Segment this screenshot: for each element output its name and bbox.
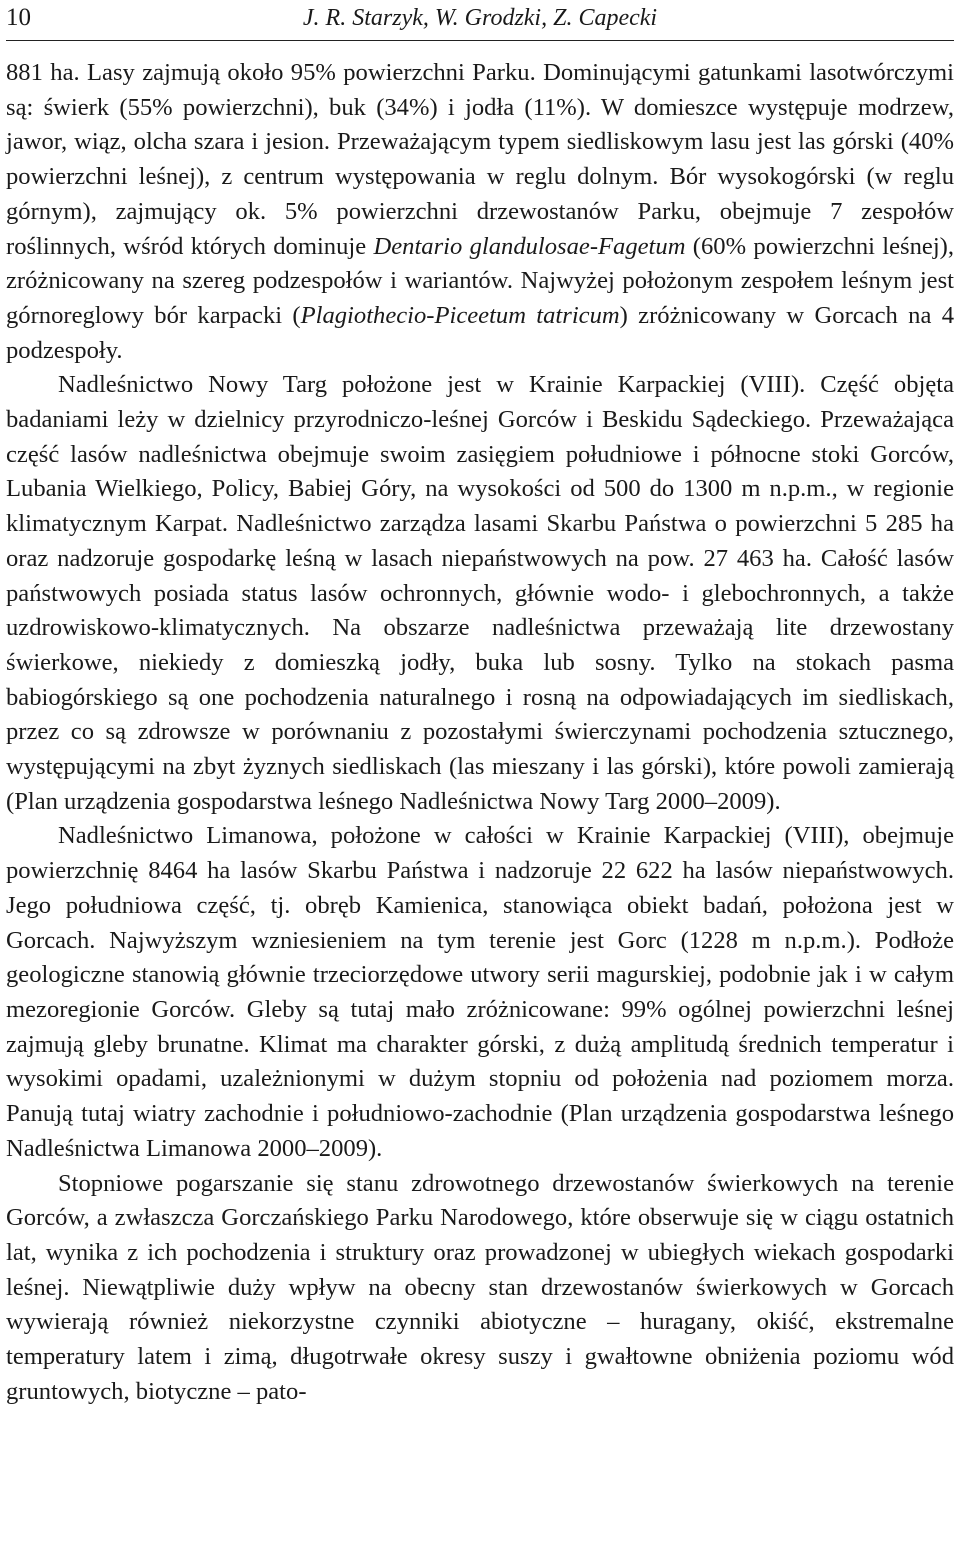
species-name-dentario: Dentario glandulosae-Fagetum	[373, 232, 686, 260]
body-text	[6, 56, 954, 1409]
paragraph-1-text-a: 881 ha. Lasy zajmują około 95% powierzchni Parku. Dominującymi gatunkami lasotwórczymi są: świerk (55% powierzchni), buk (34%) i jodła (11%). W domieszce występuje modrzew, jawor, wiąz, olcha szara i jesion. Przeważającym typem siedliskowym lasu jest las górski (40% powierzchni leśnej), z centrum występowania w reglu dolnym. Bór wysokogórski (w reglu górnym), zajmujący ok. 5% powierzchni drzewostanów Parku, obejmuje 7 zespołów roślinnych, wśród których dominuje	[6, 59, 954, 260]
running-head-authors: J. R. Starzyk, W. Grodzki, Z. Capecki	[302, 5, 658, 31]
page-header	[6, 0, 954, 41]
paragraph-3: Nadleśnictwo Limanowa, położone w całości w Krainie Karpackiej (VIII), obejmuje powierzchnię 8464 ha lasów Skarbu Państwa i nadzoruje 22 622 ha lasów niepaństwowych. Jego południowa część, tj. obręb Kamienica, stanowiąca obiekt badań, położona jest w Gorcach. Najwyższym wzniesieniem na tym terenie jest Gorc (1228 m n.p.m.). Podłoże geologiczne stanowią głównie trzeciorzędowe utwory serii magurskiej, podobnie jak i w całym mezoregionie Gorców. Gleby są tutaj mało zróżnicowane: 99% ogólnej powierzchni leśnej zajmują gleby brunatne. Klimat ma charakter górski, z dużą amplitudą średnich temperatur i wysokimi opadami, uzależnionymi w dużym stopniu od położenia nad poziomem morza. Panują tutaj wiatry zachodnie i południowo-zachodnie (Plan urządzenia gospodarstwa leśnego Nadleśnictwa Limanowa 2000–2009).	[6, 822, 954, 1162]
paragraph-2: Nadleśnictwo Nowy Targ położone jest w Krainie Karpackiej (VIII). Część objęta badaniami leży w dzielnicy przyrodniczo-leśnej Gorców i Beskidu Sądeckiego. Przeważająca część lasów nadleśnictwa obejmuje swoim zasięgiem południowe i północne stoki Gorców, Lubania Wielkiego, Policy, Babiej Góry, na wysokości od 500 do 1300 m n.p.m., w regionie klimatycznym Karpat. Nadleśnictwo zarządza lasami Skarbu Państwa o powierzchni 5 285 ha oraz nadzoruje gospodarkę leśną w lasach niepaństwowych na pow. 27 463 ha. Całość lasów państwowych posiada status lasów ochronnych, głównie wodo- i glebochronnych, a także uzdrowiskowo-klimatycznych. Na obszarze nadleśnictwa przeważają lite drzewostany świerkowe, niekiedy z domieszką jodły, buka lub sosny. Tylko na stokach pasma babiogórskiego są one pochodzenia naturalnego i rosną na odpowiadających im siedliskach, przez co są zdrowsze w porównaniu z pozostałymi świerczynami pochodzenia sztucznego, występującymi na zbyt żyznych siedliskach (las mieszany i las górski), które powoli zamierają (Plan urządzenia gospodarstwa leśnego Nadleśnictwa Nowy Targ 2000–2009).	[6, 371, 954, 815]
paragraph-1-text-b: (60% powierzchni leśnej), zróżnicowany na szereg podzespołów i wariantów. Najwyżej położonym zespołem leśnym jest górnoreglowy bór karpacki (	[6, 232, 954, 329]
paragraph-4: Stopniowe pogarszanie się stanu zdrowotnego drzewostanów świerkowych na terenie Gorców, a zwłaszcza Gorczańskiego Parku Narodowego, które obserwuje się w ciągu ostatnich lat, wynika z ich pochodzenia i struktury oraz prowadzonej w ubiegłych wiekach gospodarki leśnej. Niewątpliwie duży wpływ na obecny stan drzewostanów świerkowych w Gorcach wywierają również niekorzystne czynniki abiotyczne – huragany, okiść, ekstremalne temperatury latem i zimą, długotrwałe okresy suszy i gwałtowne obniżenia poziomu wód gruntowych, biotyczne – pato-	[6, 1169, 954, 1405]
paragraph-1	[6, 56, 954, 368]
paragraph-1-text-c: ) zróżnicowany w Gorcach na 4 podzespoły.	[6, 301, 954, 364]
species-name-plagiothecio: Plagiothecio-Piceetum tatricum	[300, 301, 620, 329]
page-number: 10	[6, 4, 31, 31]
